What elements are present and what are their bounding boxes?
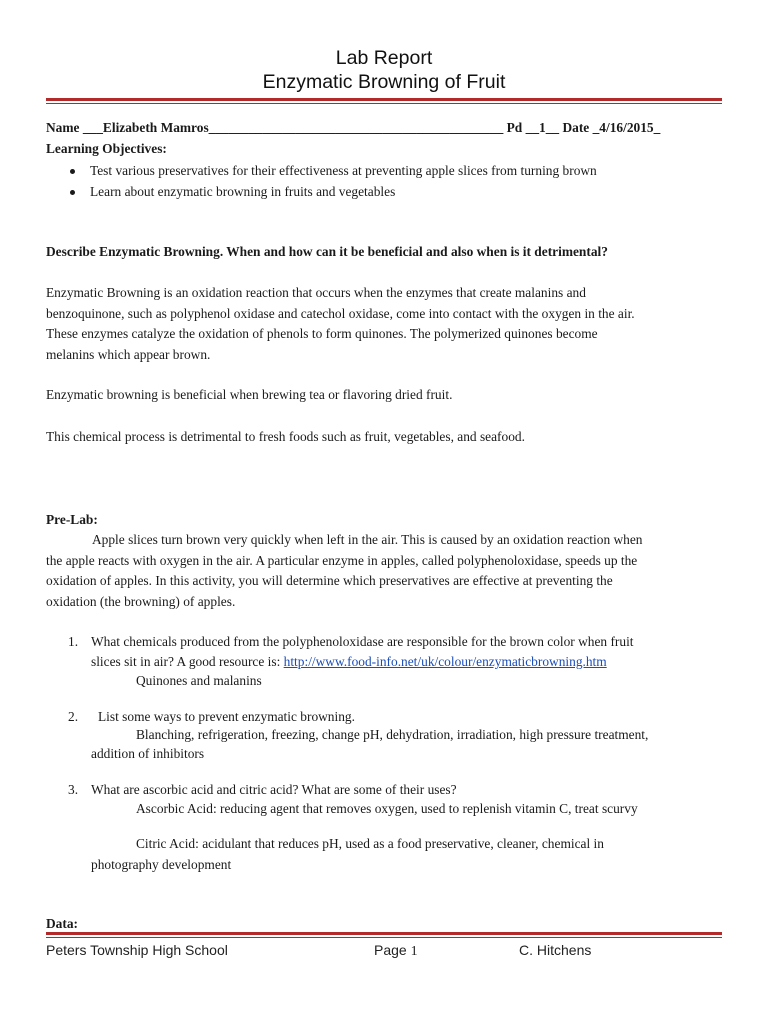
date-label: Date (562, 120, 590, 135)
name-field: ___Elizabeth Mamros____________________________________________ (82, 120, 504, 135)
question-2-answer: Blanching, refrigeration, freezing, change pH, dehydration, irradiation, high pressure treatment, (136, 727, 649, 742)
text-line: the apple reacts with oxygen in the air. A particular enzyme in apples, called polyphenoloxidase, speeds up the (46, 552, 638, 568)
text-line: oxidation (the browning) of apples. (46, 593, 236, 609)
pd-label: Pd (506, 120, 523, 135)
footer-rule-thin (46, 937, 722, 938)
text-line: Apple slices turn brown very quickly when left in the air. This is caused by an oxidation reaction when (92, 532, 643, 547)
answer-paragraph-2: Enzymatic browning is beneficial when brewing tea or flavoring dried fruit. (46, 387, 453, 402)
footer-author: C. Hitchens (519, 942, 592, 958)
text-line: benzoquinone, such as polyphenol oxidase and catechol oxidase, come into contact with the oxygen in the air. (46, 305, 635, 321)
date-field: _4/16/2015_ (592, 120, 661, 135)
doc-title: Lab Report (335, 47, 433, 69)
text-line: melanins which appear brown. (46, 346, 211, 362)
question-2-number: 2. (68, 709, 79, 724)
pd-field: __1__ (525, 120, 560, 135)
question-3-answer-b-line2: photography development (91, 857, 232, 872)
question-heading: Describe Enzymatic Browning. When and how can it be beneficial and also when is it detrimental? (46, 244, 608, 259)
question-1-number: 1. (68, 634, 79, 649)
footer-rule (46, 932, 722, 935)
answer-paragraph-1 (46, 283, 722, 365)
footer-school: Peters Township High School (46, 942, 228, 958)
list-item: Test various preservatives for their effectiveness at preventing apple slices from turning brown (68, 161, 597, 182)
page-label: Page (374, 942, 407, 958)
prelab-paragraph (46, 530, 722, 612)
page-number: 1 (410, 944, 418, 959)
answer-paragraph-3: This chemical process is detrimental to fresh foods such as fruit, vegetables, and seafood. (46, 429, 525, 444)
question-3-answer-a: Ascorbic Acid: reducing agent that removes oxygen, used to replenish vitamin C, treat scurvy (136, 801, 638, 816)
question-3-text: What are ascorbic acid and citric acid? What are some of their uses? (91, 782, 457, 797)
header-rule (46, 98, 722, 101)
text-line: These enzymes catalyze the oxidation of phenols to form quinones. The polymerized quinones become (46, 326, 598, 341)
resource-label: slices sit in air? A good resource is: (91, 654, 284, 669)
resource-link[interactable]: http://www.food-info.net/uk/colour/enzymaticbrowning.htm (283, 654, 607, 669)
question-1-text: What chemicals produced from the polyphenoloxidase are responsible for the brown color when fruit (91, 634, 634, 649)
list-item: Learn about enzymatic browning in fruits and vegetables (68, 182, 597, 203)
question-3-answer-b: Citric Acid: acidulant that reduces pH, used as a food preservative, cleaner, chemical in (136, 836, 604, 851)
doc-subtitle: Enzymatic Browning of Fruit (262, 71, 506, 93)
info-line (46, 118, 722, 139)
question-1-answer: Quinones and malanins (136, 673, 262, 688)
question-1-text-line2 (91, 652, 607, 673)
footer-page (374, 940, 418, 962)
question-2-text: List some ways to prevent enzymatic browning. (98, 709, 355, 724)
objectives-heading: Learning Objectives: (46, 141, 167, 156)
prelab-heading: Pre-Lab: (46, 512, 98, 527)
name-label: Name (46, 120, 80, 135)
data-heading: Data: (46, 916, 78, 931)
question-3-number: 3. (68, 782, 79, 797)
question-2-answer-line2: addition of inhibitors (91, 746, 205, 761)
objectives-list (68, 161, 597, 202)
header-rule-thin (46, 103, 722, 104)
text-line: oxidation of apples. In this activity, you will determine which preservatives are effective at preventing the (46, 573, 613, 588)
text-line: Enzymatic Browning is an oxidation reaction that occurs when the enzymes that create malanins and (46, 285, 586, 300)
